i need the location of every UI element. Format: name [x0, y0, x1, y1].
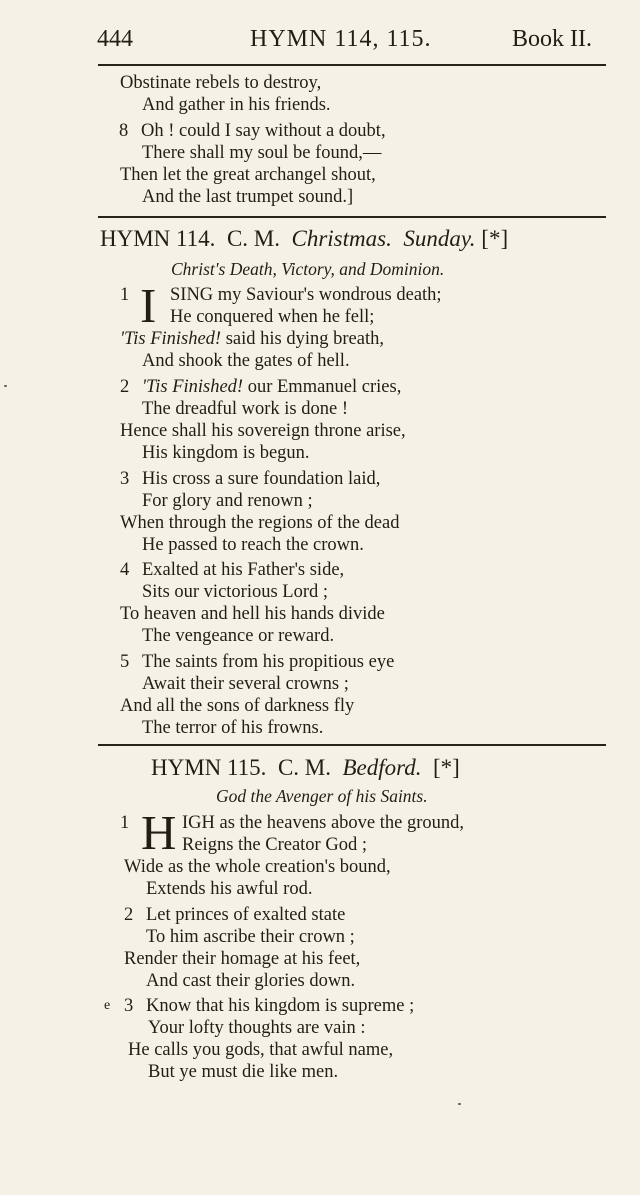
hymn-mark: [*]	[481, 226, 509, 251]
section-rule	[98, 744, 606, 746]
verse-line: 3 Know that his kingdom is supreme ;	[124, 996, 415, 1016]
verse-line: When through the regions of the dead	[120, 513, 400, 533]
verse-line: The dreadful work is done !	[142, 399, 349, 419]
section-rule	[98, 216, 606, 218]
verse-line: For glory and renown ;	[142, 491, 313, 511]
verse-line: Hence shall his sovereign throne arise,	[120, 421, 406, 441]
verse-line: Render their homage at his feet,	[124, 949, 361, 969]
verse-line: His kingdom is begun.	[142, 443, 310, 463]
header-rule	[98, 64, 606, 66]
ink-speck	[4, 385, 7, 387]
verse-line: To him ascribe their crown ;	[146, 927, 355, 947]
verse-line: Await their several crowns ;	[142, 674, 349, 694]
book-label: Book II.	[512, 26, 592, 52]
verse-line: And cast their glories down.	[146, 971, 356, 991]
verse-line: Wide as the whole creation's bound,	[124, 857, 391, 877]
running-title: HYMN 114, 115.	[250, 26, 432, 52]
verse-number: 2	[120, 377, 130, 397]
hymn-mark: [*]	[432, 755, 460, 780]
verse-line: The vengeance or reward.	[142, 626, 335, 646]
verse-line: Extends his awful rod.	[146, 879, 313, 899]
verse-line: 5 The saints from his propitious eye	[120, 652, 395, 672]
verse-line	[120, 812, 129, 834]
verse-line: And all the sons of darkness fly	[120, 696, 355, 716]
hymn-tune: Bedford.	[342, 755, 422, 780]
hymn-114-heading	[100, 226, 508, 252]
page-number: 444	[97, 26, 133, 52]
hymn-day: Sunday.	[403, 226, 476, 251]
ink-speck	[458, 1103, 461, 1105]
hymn-number: HYMN 115.	[151, 755, 267, 780]
verse-line: Sits our victorious Lord ;	[142, 582, 329, 602]
verse-number: 3	[124, 996, 134, 1016]
verse-number: 5	[120, 652, 130, 672]
verse-line: IGH as the heavens above the ground,	[182, 813, 465, 833]
verse-line: Reigns the Creator God ;	[182, 835, 367, 855]
verse-line: 8 Oh ! could I say without a doubt,	[119, 121, 386, 141]
verse-number: 4	[120, 560, 130, 580]
verse-line	[120, 284, 129, 306]
verse-line: He conquered when he fell;	[170, 307, 375, 327]
verse-line: 2 Let princes of exalted state	[124, 905, 346, 925]
verse-number: 3	[120, 469, 130, 489]
verse-line: 'Tis Finished! said his dying breath,	[120, 329, 384, 349]
hymn-meter: C. M.	[277, 755, 331, 780]
verse-line: 2 'Tis Finished! our Emmanuel cries,	[120, 377, 402, 397]
running-header	[0, 26, 640, 60]
verse-line: 4 Exalted at his Father's side,	[120, 560, 345, 580]
verse-number: 1	[120, 813, 130, 833]
margin-mark: e	[104, 998, 111, 1013]
verse-line: He passed to reach the crown.	[142, 535, 364, 555]
verse-line: There shall my soul be found,—	[142, 143, 382, 163]
verse-number: 2	[124, 905, 134, 925]
verse-number: 1	[120, 285, 130, 305]
verse-line: To heaven and hell his hands divide	[120, 604, 385, 624]
verse-line: But ye must die like men.	[148, 1062, 339, 1082]
drop-cap: H	[141, 805, 177, 860]
verse-line: And shook the gates of hell.	[142, 351, 350, 371]
verse-line: SING my Saviour's wondrous death;	[170, 285, 442, 305]
hymn-number: HYMN 114.	[100, 226, 216, 251]
prev-hymn-line: And gather in his friends.	[142, 95, 331, 115]
prev-hymn-line: Obstinate rebels to destroy,	[120, 73, 322, 93]
verse-line: He calls you gods, that awful name,	[128, 1040, 394, 1060]
verse-number: 8	[119, 121, 129, 141]
hymn-115-heading	[151, 755, 460, 781]
hymn-114-subtitle: Christ's Death, Victory, and Dominion.	[171, 259, 445, 279]
verse-line: The terror of his frowns.	[142, 718, 324, 738]
verse-line: And the last trumpet sound.]	[142, 187, 354, 207]
hymn-tune: Christmas.	[291, 226, 392, 251]
verse-line: Your lofty thoughts are vain :	[148, 1018, 366, 1038]
hymn-115-subtitle: God the Avenger of his Saints.	[216, 786, 428, 806]
verse-line: 3 His cross a sure foundation laid,	[120, 469, 381, 489]
verse-line: Then let the great archangel shout,	[120, 165, 376, 185]
drop-cap: I	[140, 278, 157, 333]
hymn-meter: C. M.	[226, 226, 280, 251]
